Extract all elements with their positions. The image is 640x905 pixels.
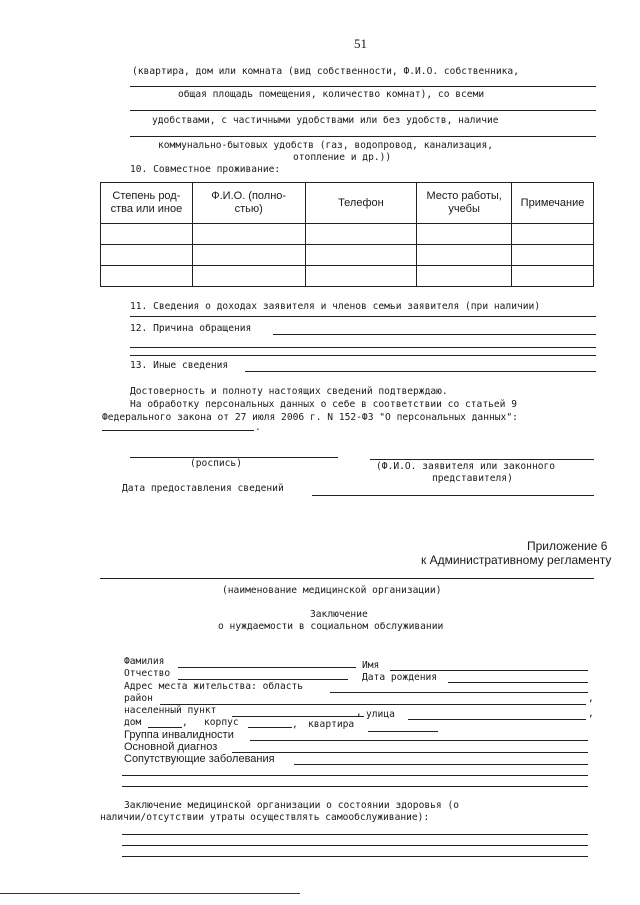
date-label: Дата предоставления сведений — [122, 483, 284, 494]
col-header-relation-l1: Степень род- — [112, 190, 181, 202]
date-underline[interactable] — [312, 495, 594, 496]
housing-caption-line2: общая площадь помещения, количество комнат), со всеми — [178, 89, 485, 100]
comorbid-field[interactable] — [294, 764, 588, 765]
building-comma: , — [292, 719, 298, 730]
apartment-field[interactable] — [368, 731, 438, 732]
apartment-label: квартира — [308, 719, 355, 730]
conclusion-subheading: о нуждаемости в социальном обслуживании — [218, 621, 444, 632]
col-header-phone — [305, 183, 417, 224]
appendix-title: Приложение 6 — [527, 539, 608, 553]
patronymic-label: Отчество — [124, 668, 171, 679]
table-cell[interactable] — [192, 266, 305, 287]
col-header-phone-l1: Телефон — [338, 196, 384, 209]
reason-underline-1[interactable] — [273, 334, 596, 335]
settlement-field[interactable] — [232, 716, 364, 717]
housing-underline-1[interactable] — [130, 86, 596, 87]
table-cell[interactable] — [101, 245, 193, 266]
other-label: 13. Иные сведения — [130, 360, 229, 371]
confirmation-line2: На обработку персональных данных о себе в соответствии со статьей 9 — [130, 399, 517, 410]
applicant-caption-1: (Ф.И.О. заявителя или законного — [376, 461, 556, 472]
col-header-relation — [101, 183, 193, 224]
income-underline[interactable] — [130, 316, 596, 317]
housing-caption-line5: отопление и др.)) — [293, 152, 392, 163]
street-comma: , — [588, 708, 594, 719]
reason-underline-3[interactable] — [130, 355, 596, 356]
region-field[interactable] — [330, 692, 588, 693]
applicant-underline[interactable] — [370, 459, 594, 460]
income-label: 11. Сведения о доходах заявителя и членов семьи заявителя (при наличии) — [130, 301, 541, 312]
org-underline[interactable] — [100, 578, 594, 579]
birthdate-label: Дата рождения — [362, 672, 438, 683]
street-label: улица — [366, 709, 395, 720]
confirmation-line1: Достоверность и полноту настоящих сведений подтверждаю. — [130, 386, 448, 397]
house-label: дом — [124, 717, 142, 728]
other-underline[interactable] — [245, 371, 596, 372]
name-label: Имя — [362, 660, 380, 671]
patronymic-field[interactable] — [178, 679, 348, 680]
col-header-fullname-l2: стью) — [234, 203, 263, 215]
table-row — [101, 224, 594, 245]
table-cell[interactable] — [305, 266, 417, 287]
consent-underline[interactable] — [102, 430, 254, 431]
housing-caption-line4: коммунально-бытовых удобств (газ, водопровод, канализация, — [158, 140, 494, 151]
street-field[interactable] — [408, 719, 586, 720]
reason-label: 12. Причина обращения — [130, 323, 252, 334]
signature-caption: (роспись) — [190, 458, 242, 469]
settlement-label: населенный пункт — [124, 705, 217, 716]
col-header-note-l1: Примечание — [520, 196, 585, 209]
appendix-subtitle: к Административному регламенту — [421, 553, 612, 567]
table-cell[interactable] — [512, 266, 594, 287]
housing-caption-line1: (квартира, дом или комната (вид собственности, Ф.И.О. собственника, — [132, 66, 519, 77]
district-field[interactable] — [160, 704, 586, 705]
cohabitation-label: 10. Совместное проживание: — [130, 164, 281, 175]
birthdate-field[interactable] — [448, 682, 588, 683]
applicant-caption-2: представителя) — [432, 473, 513, 484]
table-cell[interactable] — [417, 266, 512, 287]
org-caption: (наименование медицинской организации) — [222, 585, 442, 596]
med-conclusion-line2: наличии/отсутствии утраты осуществлять самообслуживание): — [100, 812, 430, 823]
house-field[interactable] — [148, 727, 182, 728]
surname-field[interactable] — [178, 667, 356, 668]
page-bottom-rule — [0, 893, 300, 894]
col-header-workplace — [417, 183, 512, 224]
house-comma: , — [182, 717, 188, 728]
disability-label: Группа инвалидности — [124, 729, 234, 741]
conclusion-heading: Заключение — [310, 609, 368, 620]
col-header-workplace-l2: учебы — [448, 203, 480, 215]
col-header-fullname-l1: Ф.И.О. (полно- — [211, 190, 287, 202]
table-cell[interactable] — [512, 245, 594, 266]
cohabitation-header-row — [101, 183, 594, 224]
diagnosis-label: Основной диагноз — [124, 741, 218, 753]
table-cell[interactable] — [192, 245, 305, 266]
diagnosis-field[interactable] — [232, 752, 588, 753]
disability-field[interactable] — [250, 740, 588, 741]
col-header-fullname — [192, 183, 305, 224]
name-field[interactable] — [390, 670, 588, 671]
col-header-relation-l2: ства или иное — [110, 203, 183, 215]
building-label: корпус — [204, 717, 239, 728]
confirmation-line3: Федерального закона от 27 июля 2006 г. N 152-ФЗ "О персональных данных": — [102, 412, 518, 423]
surname-label: Фамилия — [124, 656, 165, 667]
table-cell[interactable] — [192, 224, 305, 245]
table-cell[interactable] — [305, 224, 417, 245]
table-row — [101, 245, 594, 266]
table-cell[interactable] — [417, 224, 512, 245]
comorbid-underline-2[interactable] — [122, 775, 588, 776]
consent-period: . — [255, 422, 261, 433]
conclusion-underline-1[interactable] — [122, 834, 588, 835]
comorbid-label: Сопутствующие заболевания — [124, 753, 275, 765]
page-number: 51 — [354, 36, 367, 51]
col-header-workplace-l1: Место работы, — [426, 190, 502, 202]
housing-underline-3[interactable] — [130, 136, 596, 137]
table-cell[interactable] — [512, 224, 594, 245]
table-cell[interactable] — [417, 245, 512, 266]
housing-underline-2[interactable] — [130, 110, 596, 111]
table-row — [101, 266, 594, 287]
table-cell[interactable] — [101, 266, 193, 287]
building-field[interactable] — [248, 727, 292, 728]
comorbid-underline-3[interactable] — [122, 786, 588, 787]
settlement-comma: , — [356, 707, 362, 718]
cohabitation-table — [100, 182, 594, 287]
table-cell[interactable] — [305, 245, 417, 266]
housing-caption-line3: удобствами, с частичными удобствами или без удобств, наличие — [152, 115, 499, 126]
conclusion-underline-3[interactable] — [122, 856, 588, 857]
district-label: район — [124, 693, 153, 704]
address-label: Адрес места жительства: область — [124, 681, 304, 692]
district-comma: , — [588, 693, 594, 704]
reason-underline-2[interactable] — [130, 347, 596, 348]
col-header-note — [512, 183, 594, 224]
table-cell[interactable] — [101, 224, 193, 245]
conclusion-underline-2[interactable] — [122, 845, 588, 846]
med-conclusion-line1: Заключение медицинской организации о состоянии здоровья (о — [124, 800, 460, 811]
